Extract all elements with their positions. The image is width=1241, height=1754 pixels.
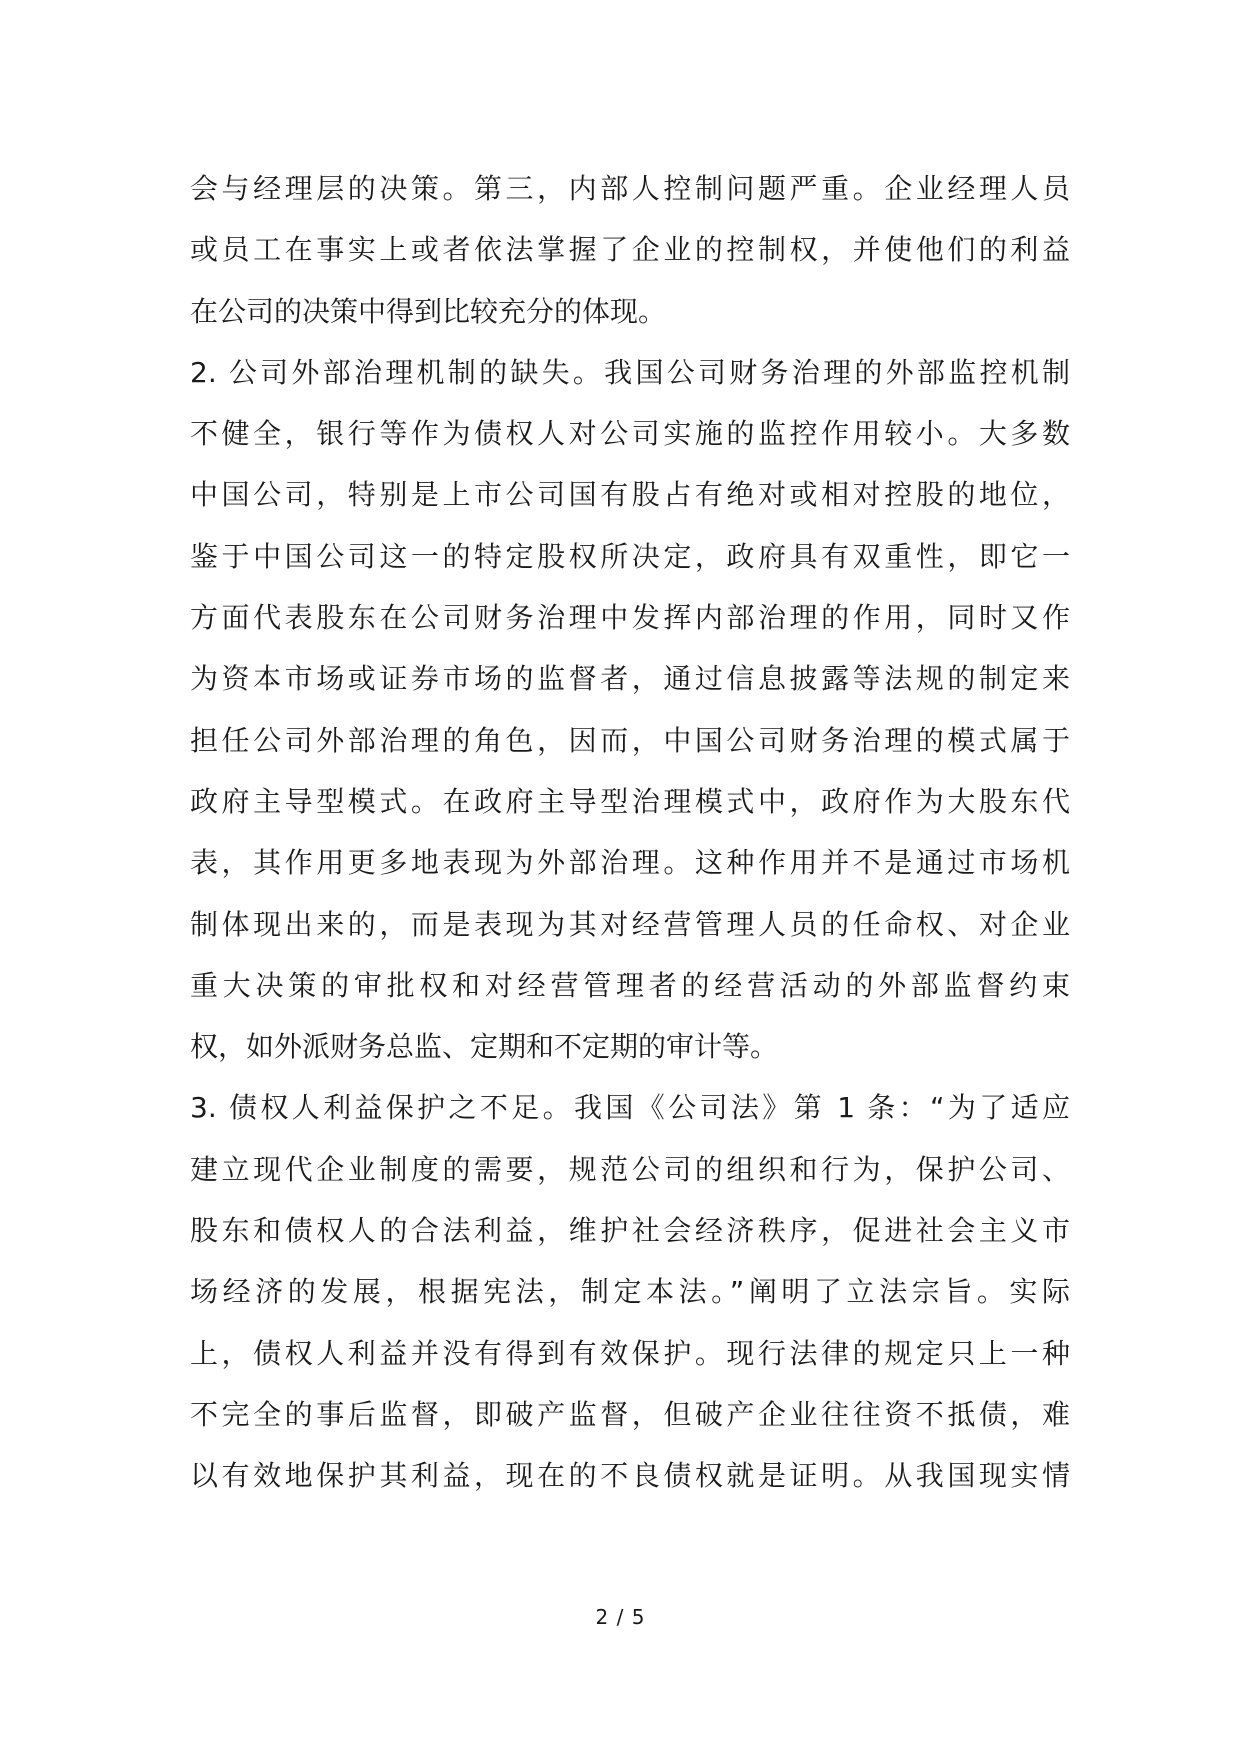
text-line: 在公司的决策中得到比较充分的体现。 [190, 294, 667, 328]
text-line: 会与经理层的决策。第三，内部人控制问题严重。企业经理人员 [190, 172, 1070, 205]
text-line: 方面代表股东在公司财务治理中发挥内部治理的作用，同时又作 [190, 601, 1070, 635]
text-line: 制体现出来的，而是表现为其对经营管理人员的任命权、对企业 [190, 907, 1070, 941]
text-line: 表，其作用更多地表现为外部治理。这种作用并不是通过市场机 [190, 846, 1070, 880]
text-line: 3. 债权人利益保护之不足。我国《公司法》第 1 条：“为了适应 [190, 1091, 1070, 1125]
text-line: 不完全的事后监督，即破产监督，但破产企业往往资不抵债，难 [190, 1397, 1070, 1431]
text-line: 以有效地保护其利益，现在的不良债权就是证明。从我国现实情 [190, 1459, 1070, 1493]
body-text [190, 158, 1070, 1507]
text-line: 担任公司外部治理的角色，因而，中国公司财务治理的模式属于 [190, 723, 1070, 757]
text-line: 股东和债权人的合法利益，维护社会经济秩序，促进社会主义市 [190, 1214, 1070, 1248]
text-line: 或员工在事实上或者依法掌握了企业的控制权，并使他们的利益 [190, 233, 1070, 267]
text-line: 政府主导型模式。在政府主导型治理模式中，政府作为大股东代 [190, 784, 1070, 818]
text-line: 权，如外派财务总监、定期和不定期的审计等。 [190, 1030, 779, 1064]
page-number: 2 / 5 [595, 1605, 646, 1629]
text-line: 鉴于中国公司这一的特定股权所决定，政府具有双重性，即它一 [190, 539, 1070, 573]
text-line: 中国公司，特别是上市公司国有股占有绝对或相对控股的地位， [190, 478, 1070, 512]
text-line: 为资本市场或证券市场的监督者，通过信息披露等法规的制定来 [190, 662, 1070, 696]
text-line: 重大决策的审批权和对经营管理者的经营活动的外部监督约束 [190, 968, 1070, 1002]
text-line: 场经济的发展，根据宪法，制定本法。”阐明了立法宗旨。实际 [190, 1275, 1070, 1309]
text-line: 2. 公司外部治理机制的缺失。我国公司财务治理的外部监控机制 [190, 355, 1070, 389]
text-line: 建立现代企业制度的需要，规范公司的组织和行为，保护公司、 [190, 1152, 1070, 1186]
text-line: 上，债权人利益并没有得到有效保护。现行法律的规定只上一种 [190, 1336, 1070, 1370]
text-line: 不健全，银行等作为债权人对公司实施的监控作用较小。大多数 [190, 417, 1070, 451]
